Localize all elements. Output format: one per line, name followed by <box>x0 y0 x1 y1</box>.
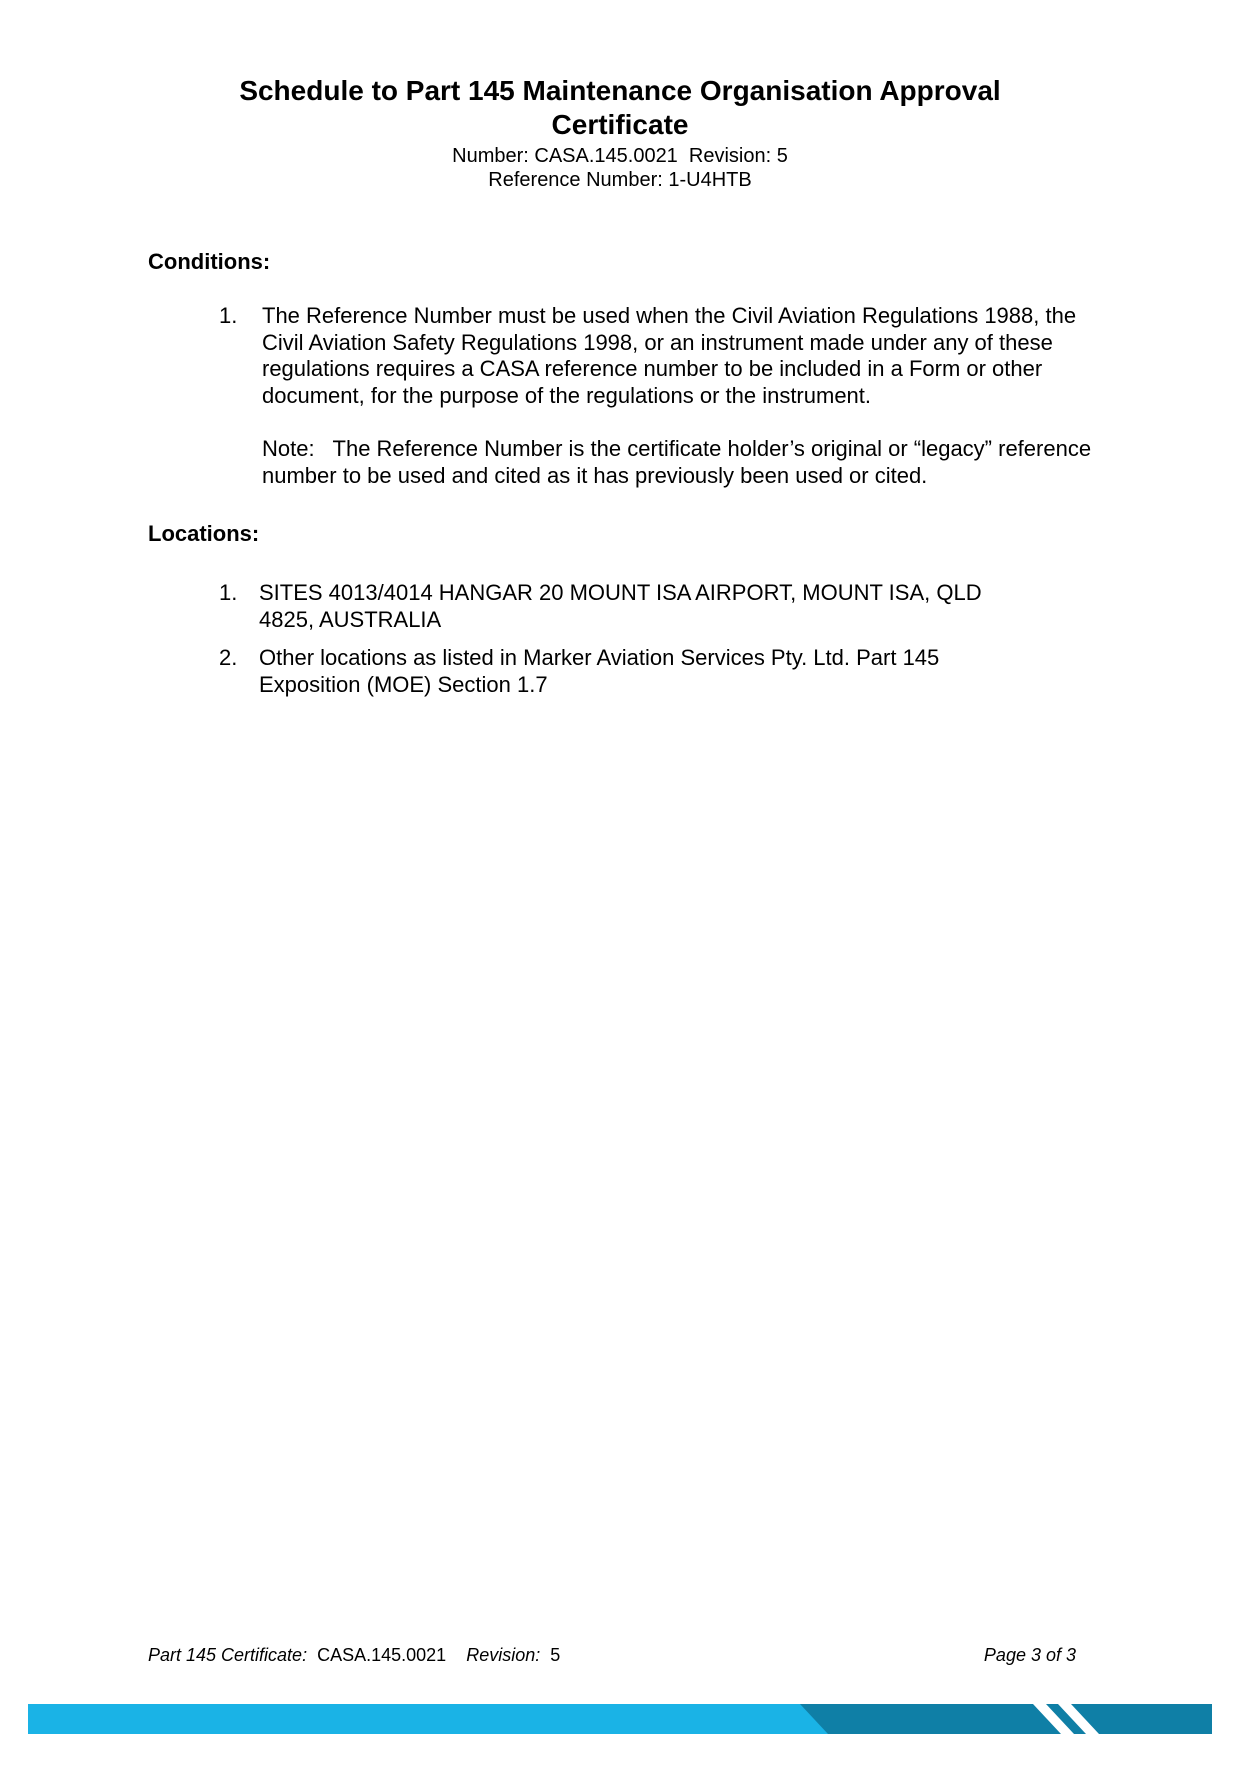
condition-text: The Reference Number must be used when the Civil Aviation Regulations 1988, the Civil Aviation Safety Regulations 1998, or an instrument made under any of these regulations requires a CASA reference number to be included in a Form or other document, for the purpose of the regulations or the instrument. <box>262 303 1077 408</box>
conditions-heading: Conditions: <box>148 249 271 274</box>
footer-page-number: Page 3 of 3 <box>983 1645 1076 1665</box>
location-number: 2. <box>219 645 238 670</box>
footer-cert-value: CASA.145.0021 <box>317 1645 447 1665</box>
footer-cert-label: Part 145 Certificate: <box>148 1645 308 1665</box>
footer-revision-value: 5 <box>550 1645 561 1665</box>
document-header <box>0 74 1240 192</box>
page-title: Schedule to Part 145 Maintenance Organisation Approval Certificate <box>239 75 1001 140</box>
condition-number: 1. <box>219 303 238 328</box>
location-text: SITES 4013/4014 HANGAR 20 MOUNT ISA AIRPORT, MOUNT ISA, QLD 4825, AUSTRALIA <box>259 580 982 632</box>
location-text: Other locations as listed in Marker Aviation Services Pty. Ltd. Part 145 Exposition (MOE) Section 1.7 <box>259 645 940 697</box>
locations-heading: Locations: <box>148 521 260 546</box>
footer-certificate <box>148 1644 560 1666</box>
condition-note: Note: The Reference Number is the certificate holder’s original or “legacy” reference number to be used and cited as it has previously been used or cited. <box>262 436 1098 488</box>
reference-number: Reference Number: 1-U4HTB <box>488 169 752 191</box>
band-dark-segment <box>800 1704 1212 1734</box>
location-number: 1. <box>219 580 238 605</box>
certificate-number: Number: CASA.145.0021 Revision: 5 <box>452 145 788 167</box>
footer-revision-label: Revision: <box>466 1645 541 1665</box>
footer-color-band <box>28 1704 1212 1734</box>
